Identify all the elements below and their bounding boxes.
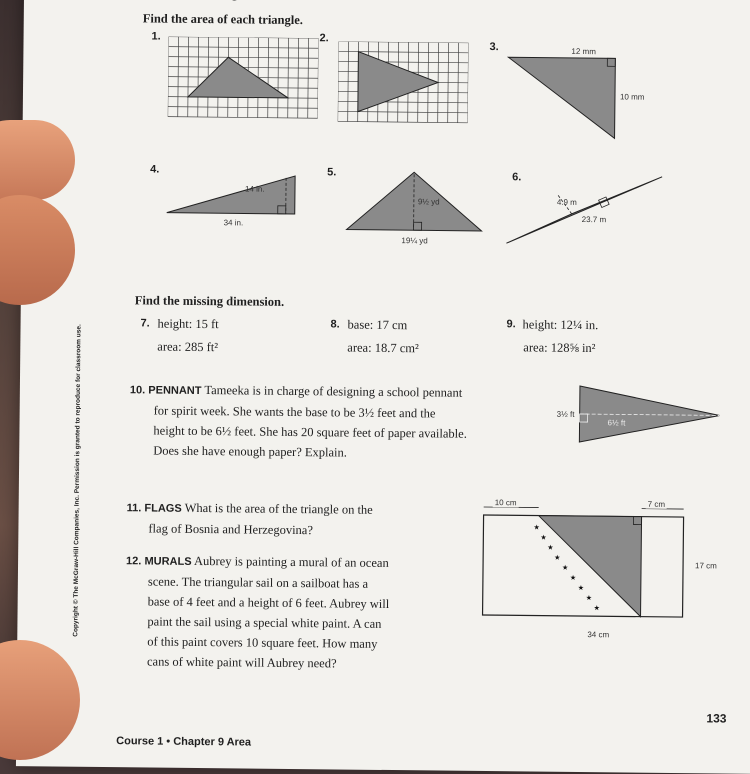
flag-top-right-label: 7 cm <box>646 500 667 509</box>
problem-11-keyword: FLAGS <box>144 502 181 514</box>
problem-9-height: height: 12¼ in. <box>522 316 598 334</box>
problem-10-keyword: PENNANT <box>148 384 201 397</box>
problem-11-line-2: flag of Bosnia and Herzegovina? <box>126 518 466 542</box>
problem-11-line-1: What is the area of the triangle on the <box>185 501 373 517</box>
svg-text:★: ★ <box>562 564 568 572</box>
problem-10-line-3: height to be 6½ feet. She has 20 square feet of paper available. <box>129 420 569 445</box>
problem-10-line-1: Tameeka is in charge of designing a school pennant <box>204 383 462 400</box>
problem-4-base-label: 34 in. <box>224 218 244 227</box>
problem-3-base-label: 12 mm <box>571 47 596 56</box>
copyright-notice: Copyright © The McGraw-Hill Companies, Inc. Permission is granted to reproduce for classroom use. <box>72 324 82 637</box>
problem-4-figure <box>162 173 312 220</box>
instruction-find-area: Find the area of each triangle. <box>143 11 303 28</box>
problem-11 <box>126 497 466 542</box>
section-missing-dimension: Find the missing dimension. <box>135 293 284 310</box>
worksheet-page <box>16 0 750 774</box>
problem-2-number: 2. <box>320 32 329 44</box>
page-number: 133 <box>706 711 726 725</box>
flag-bottom-label: 34 cm <box>587 630 609 639</box>
problem-8-base: base: 17 cm <box>347 317 407 334</box>
svg-text:★: ★ <box>594 604 600 612</box>
problem-12-keyword: MURALS <box>144 555 191 567</box>
problem-8-area: area: 18.7 cm² <box>347 340 419 358</box>
problem-7-height: height: 15 ft <box>157 316 218 334</box>
problem-2-figure <box>338 41 469 124</box>
problem-6-figure <box>501 173 667 250</box>
problem-12-number: 12. <box>126 555 141 567</box>
problem-9-area: area: 128⅝ in² <box>523 339 595 357</box>
problem-1-number: 1. <box>152 30 161 42</box>
problem-10-line-2: for spirit week. She wants the base to be 3½ feet and the <box>130 400 570 425</box>
problem-12-line-6: cans of white paint will Aubrey need? <box>125 651 475 675</box>
problem-5-figure <box>342 169 488 236</box>
problem-5-base-label: 19¼ yd <box>401 236 427 245</box>
problem-6-number: 6. <box>512 171 521 183</box>
problem-12-line-5: of this paint covers 10 square feet. How many <box>125 631 475 655</box>
flag-right-label: 17 cm <box>695 561 717 570</box>
problem-4-height-label: 14 in. <box>245 184 265 193</box>
problem-7-area: area: 285 ft² <box>157 339 218 357</box>
problem-10-base-label: 3½ ft <box>557 410 575 419</box>
svg-text:★: ★ <box>586 594 592 602</box>
svg-text:★: ★ <box>570 574 576 582</box>
problem-11-number: 11. <box>127 502 142 514</box>
problem-6-base-label: 23.7 m <box>582 215 607 224</box>
problem-12-line-4: paint the sail using a special white paint. A can <box>125 611 475 635</box>
problem-5-height-label: 9½ yd <box>418 197 440 206</box>
problem-10 <box>129 379 570 465</box>
footer-course: Course 1 • Chapter 9 Area <box>116 735 251 748</box>
svg-text:★: ★ <box>547 544 553 552</box>
svg-text:★: ★ <box>578 584 584 592</box>
problem-12-line-2: scene. The triangular sail on a sailboat has a <box>126 571 476 595</box>
svg-text:★: ★ <box>533 524 539 532</box>
svg-text:★: ★ <box>554 554 560 562</box>
problem-5-number: 5. <box>327 166 336 178</box>
problem-1-figure <box>168 37 319 121</box>
problem-3-height-label: 10 mm <box>620 92 645 101</box>
problem-11-flag-figure <box>477 503 688 625</box>
problem-7-number: 7. <box>141 317 150 329</box>
page-title <box>139 0 261 2</box>
problem-12-line-1: Aubrey is painting a mural of an ocean <box>194 554 389 570</box>
problem-10-line-4: Does she have enough paper? Explain. <box>129 440 569 465</box>
problem-10-height-label: 6½ ft <box>608 418 626 427</box>
problem-9-number: 9. <box>507 318 516 330</box>
problem-6-height-label: 4.9 m <box>557 198 577 207</box>
problem-3-number: 3. <box>489 41 498 53</box>
problem-4-number: 4. <box>150 163 159 175</box>
problem-12-line-3: base of 4 feet and a height of 6 feet. Aubrey will <box>126 591 476 615</box>
problem-8-number: 8. <box>331 318 340 330</box>
problem-10-pennant-figure <box>574 384 725 448</box>
flag-top-left-label: 10 cm <box>493 498 519 507</box>
problem-12 <box>125 550 476 675</box>
problem-10-number: 10. <box>130 384 145 396</box>
svg-text:★: ★ <box>540 534 546 542</box>
